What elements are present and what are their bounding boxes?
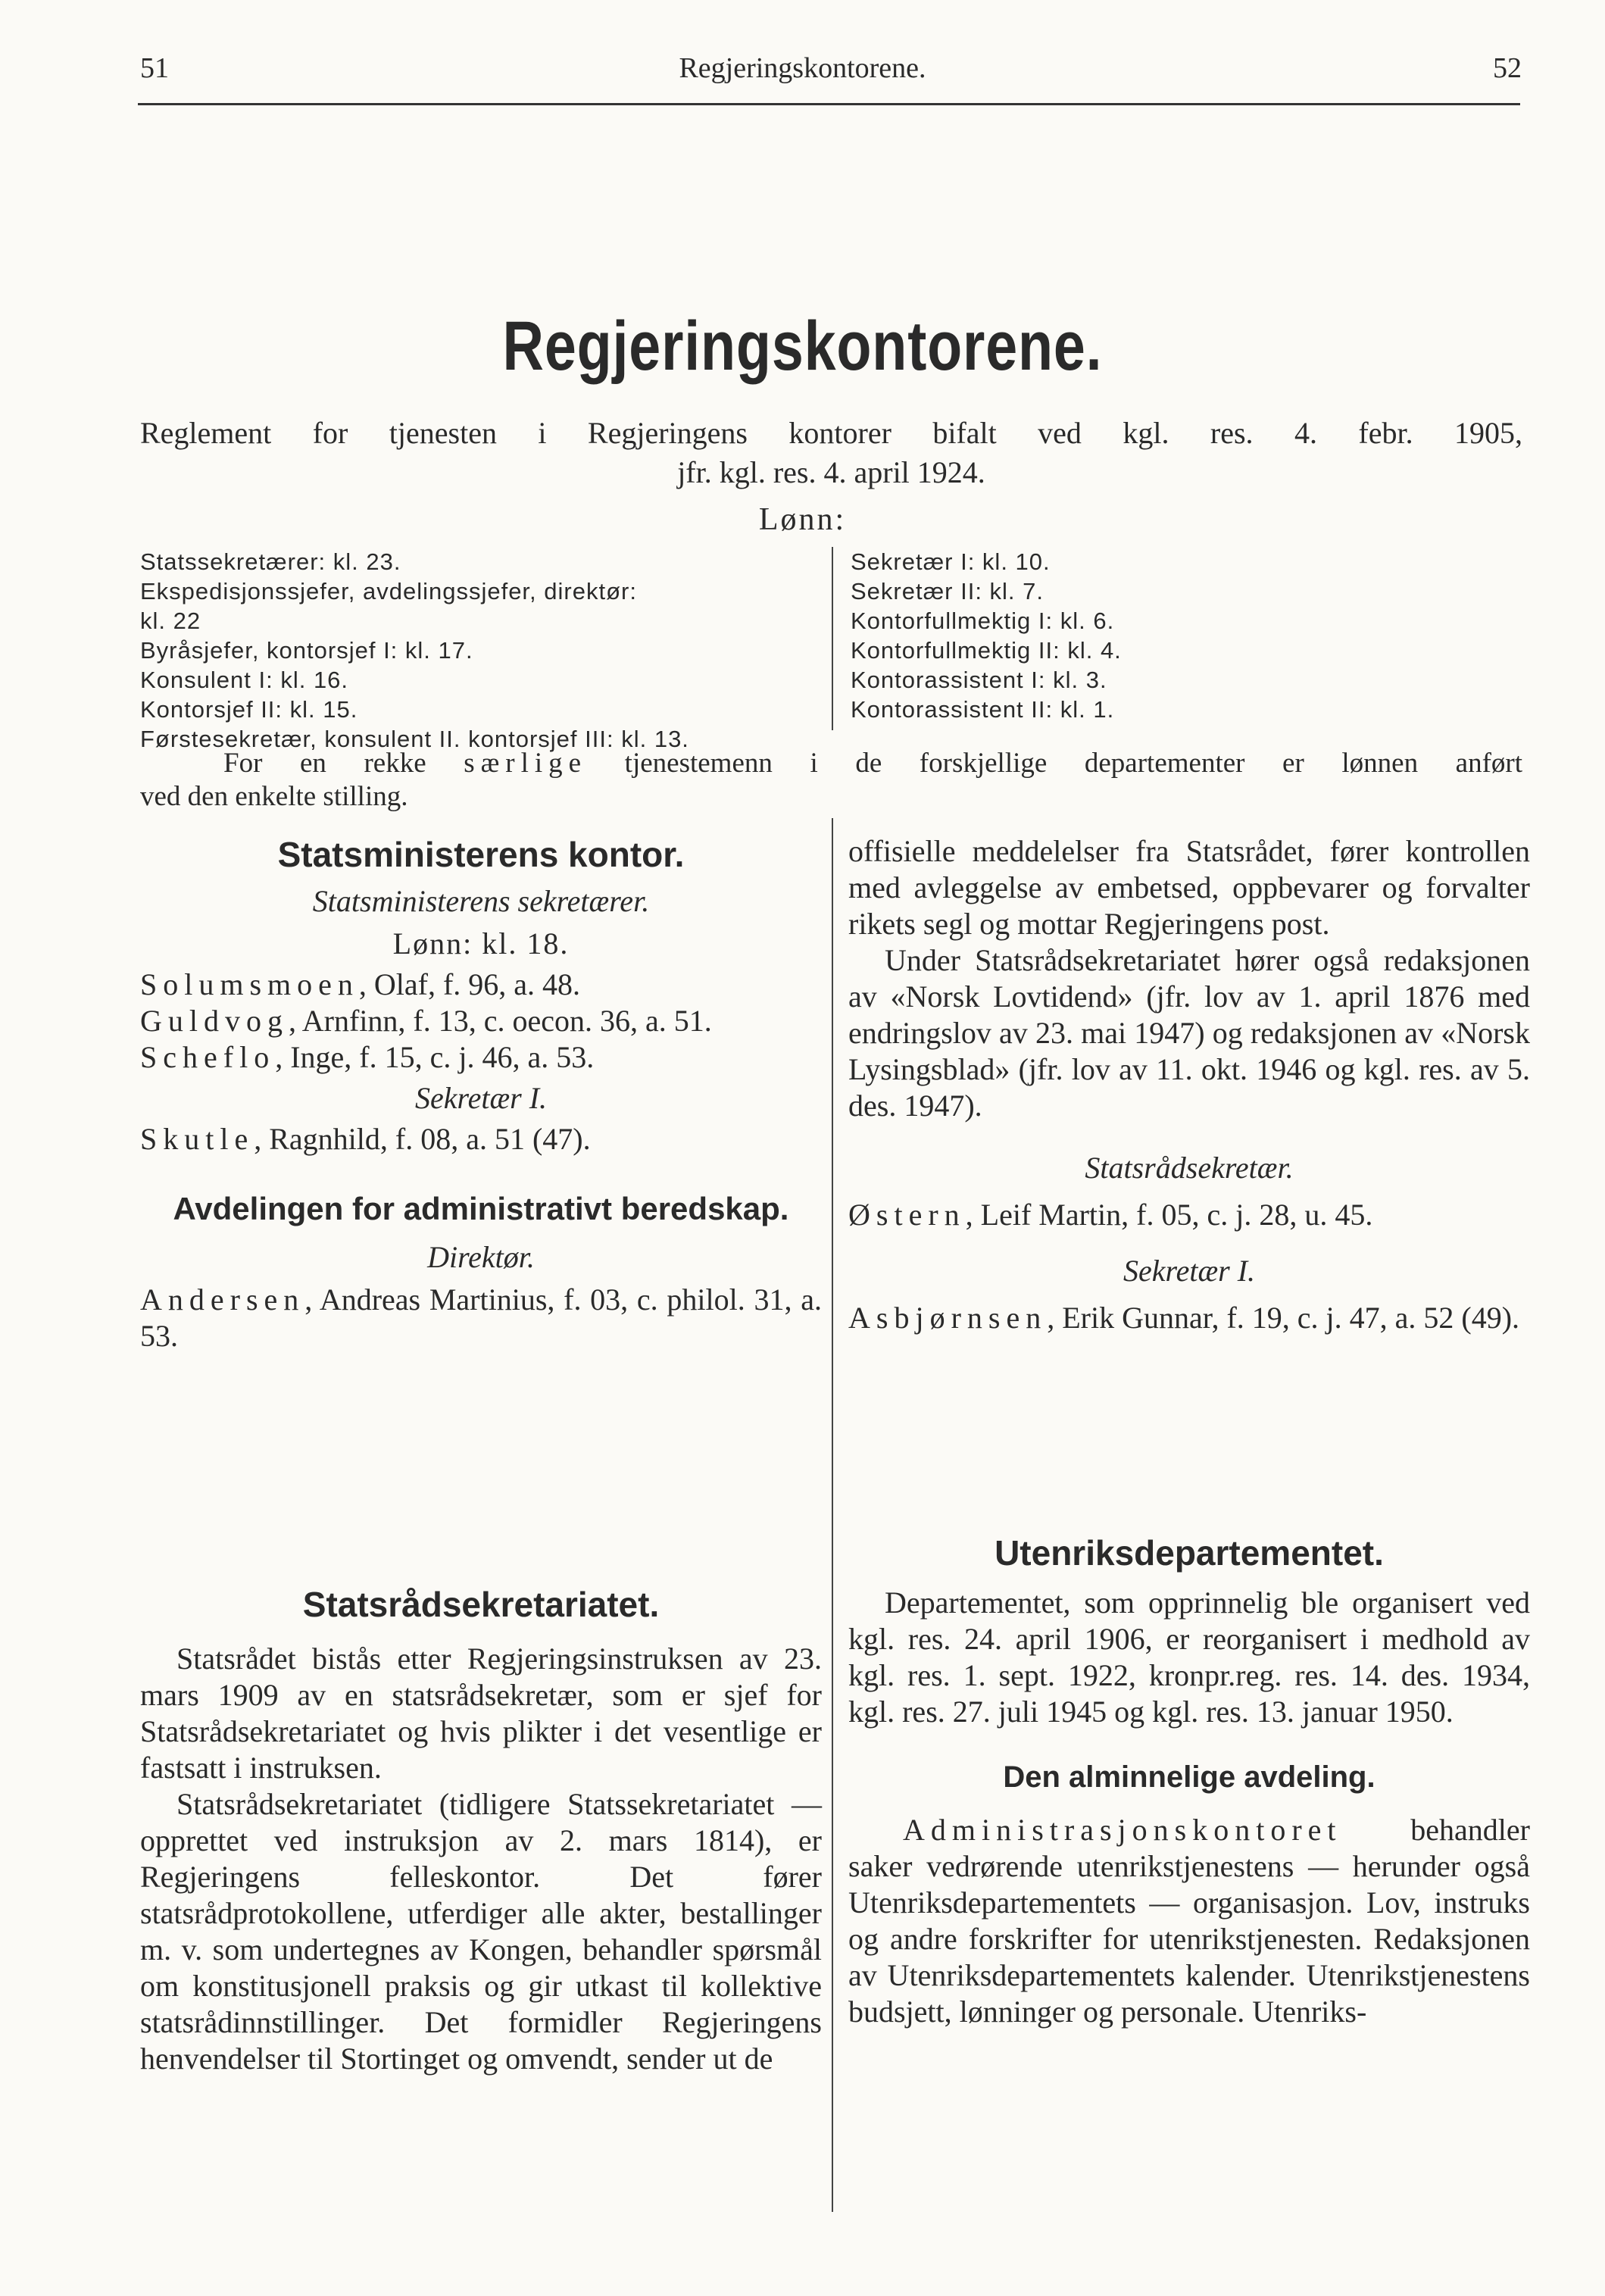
header-rule bbox=[138, 103, 1520, 105]
note-text: For en rekke bbox=[223, 748, 464, 779]
page-number-left: 51 bbox=[140, 52, 169, 84]
subsection-heading: Direktør. bbox=[427, 1240, 535, 1274]
section-title: Avdelingen for administrativt beredskap. bbox=[173, 1191, 789, 1226]
salary-item: Ekspedisjonssjefer, avdelingssjefer, direktør: bbox=[140, 578, 637, 604]
salary-note bbox=[140, 747, 1522, 814]
intro-line-2: jfr. kgl. res. 4. april 1924. bbox=[677, 455, 985, 489]
person-name: Asbjørnsen bbox=[848, 1301, 1048, 1335]
salary-item: Kontorassistent I: kl. 3. bbox=[851, 667, 1107, 693]
salary-item: Sekretær I: kl. 10. bbox=[851, 548, 1051, 575]
person-name: Skutle bbox=[140, 1122, 254, 1156]
salary-item: kl. 22 bbox=[140, 608, 201, 634]
person-details: , Inge, f. 15, c. j. 46, a. 53. bbox=[275, 1040, 595, 1074]
person-entry bbox=[848, 1300, 1530, 1336]
salary-item: Kontorfullmektig I: kl. 6. bbox=[851, 608, 1115, 634]
paragraph bbox=[848, 1812, 1530, 2030]
person-entry bbox=[140, 967, 822, 1003]
person-name: Østern bbox=[848, 1198, 966, 1232]
salary-item: Kontorsjef II: kl. 15. bbox=[140, 696, 358, 723]
person-entry bbox=[140, 1121, 822, 1157]
right-column-lower bbox=[848, 1532, 1530, 2030]
person-name: Guldvog bbox=[140, 1004, 289, 1038]
person-details: , Andreas Martinius, f. 03, c. philol. 31, a. 53. bbox=[140, 1282, 822, 1353]
intro-line-1: Reglement for tjenesten i Regjeringens kontorer bifalt ved kgl. res. 4. febr. 1905, bbox=[140, 416, 1522, 450]
note-text: tjenestemenn i de forskjellige departementer er lønnen anført bbox=[587, 748, 1522, 779]
page-title: Regjeringskontorene. bbox=[502, 308, 1103, 385]
right-column bbox=[848, 833, 1530, 1336]
paragraph: Departementet, som opprinnelig ble organisert ved kgl. res. 24. april 1906, er reorganisert i medhold av kgl. res. 1. sept. 1922, kronpr.reg. res. 14. des. 1934, kgl. res. 27. juli 1945 og kgl. res. 13. januar 1950. bbox=[848, 1585, 1530, 1729]
column-divider bbox=[832, 818, 833, 2212]
note-emphasis: særlige bbox=[464, 748, 588, 779]
salary-list-right bbox=[851, 547, 1532, 724]
salary-item: Byråsjefer, kontorsjef I: kl. 17. bbox=[140, 637, 473, 664]
person-entry bbox=[848, 1197, 1530, 1233]
subsection-heading: Sekretær I. bbox=[1123, 1254, 1256, 1288]
paragraph-text: behandler saker vedrørende utenrikstjenestens — herunder også Utenriksdepartementets — organisasjon. Lov, instruks og andre forskrifter for utenrikstjenesten. Redaksjonen av Utenriksdepartementets kalender. Utenrikstjenestens budsjett, lønninger og personale. Utenriks- bbox=[848, 1813, 1530, 2029]
person-details: , Arnfinn, f. 13, c. oecon. 36, a. 51. bbox=[289, 1004, 712, 1038]
person-name: Andersen bbox=[140, 1282, 305, 1317]
salary-item: Statssekretærer: kl. 23. bbox=[140, 548, 401, 575]
person-details: , Ragnhild, f. 08, a. 51 (47). bbox=[254, 1122, 591, 1156]
subsection-title: Den alminnelige avdeling. bbox=[1003, 1760, 1375, 1794]
paragraph: Statsrådet bistås etter Regjeringsinstruksen av 23. mars 1909 av en statsrådsekretær, som er sjef for Statsrådsekretariatet og hvis plikter i det vesentlige er fastsatt i instruksen. bbox=[140, 1642, 822, 1785]
person-name: Scheflo bbox=[140, 1040, 276, 1074]
person-details: , Olaf, f. 96, a. 48. bbox=[358, 967, 581, 1001]
person-details: , Leif Martin, f. 05, c. j. 28, u. 45. bbox=[965, 1198, 1373, 1232]
salary-class: Lønn: kl. 18. bbox=[392, 926, 570, 961]
left-column-lower bbox=[140, 1583, 822, 2077]
salary-heading: Lønn: bbox=[758, 502, 847, 537]
intro-text bbox=[140, 414, 1522, 492]
person-name: Solumsmoen bbox=[140, 967, 359, 1001]
subsection-heading: Statsministerens sekretærer. bbox=[312, 884, 650, 918]
person-details: , Erik Gunnar, f. 19, c. j. 47, a. 52 (49). bbox=[1047, 1301, 1520, 1335]
salary-item: Kontorfullmektig II: kl. 4. bbox=[851, 637, 1122, 664]
note-line-2: ved den enkelte stilling. bbox=[140, 781, 408, 812]
running-title: Regjeringskontorene. bbox=[679, 52, 926, 84]
salary-item: Sekretær II: kl. 7. bbox=[851, 578, 1044, 604]
salary-item: Konsulent I: kl. 16. bbox=[140, 667, 349, 693]
person-entry bbox=[140, 1039, 822, 1076]
subsection-heading: Sekretær I. bbox=[414, 1081, 548, 1115]
office-name: Administrasjonskontoret bbox=[903, 1813, 1342, 1847]
left-column bbox=[140, 833, 822, 1354]
section-title: Utenriksdepartementet. bbox=[995, 1533, 1384, 1573]
salary-list-left bbox=[140, 547, 822, 754]
paragraph: Statsrådsekretariatet (tidligere Statssekretariatet — opprettet ved instruksjon av 2. mars 1814), er Regjeringens felleskontor. Det fører statsrådprotokollene, utferdiger alle akter, bestallinger m. v. som undertegnes av Kongen, behandler spørsmål om konstitusjonell praksis og gir utkast til kollektive statsrådinnstillinger. Det formidler Regjeringens henvendelser til Stortinget og omvendt, sender ut de bbox=[140, 1787, 822, 2076]
section-title: Statsministerens kontor. bbox=[277, 835, 685, 874]
salary-item: Kontorassistent II: kl. 1. bbox=[851, 696, 1115, 723]
paragraph: Under Statsrådsekretariatet hører også redaksjonen av «Norsk Lovtidend» (jfr. lov av 1. april 1876 med endringslov av 23. mai 1947) og redaksjonen av «Norsk Lysingsblad» (jfr. lov av 11. okt. 1946 og kgl. res. av 5. des. 1947). bbox=[848, 943, 1530, 1123]
person-entry bbox=[140, 1003, 822, 1039]
salary-divider bbox=[832, 547, 833, 730]
page-number-right: 52 bbox=[1493, 52, 1522, 84]
person-entry bbox=[140, 1282, 822, 1354]
subsection-heading: Statsrådsekretær. bbox=[1085, 1151, 1294, 1185]
paragraph: offisielle meddelelser fra Statsrådet, fører kontrollen med avleggelse av embetsed, oppbevarer og forvalter rikets segl og mottar Regjeringens post. bbox=[848, 834, 1530, 941]
section-title: Statsrådsekretariatet. bbox=[302, 1585, 660, 1624]
salary-item: Førstesekretær, konsulent II. kontorsjef III: kl. 13. bbox=[140, 726, 689, 752]
